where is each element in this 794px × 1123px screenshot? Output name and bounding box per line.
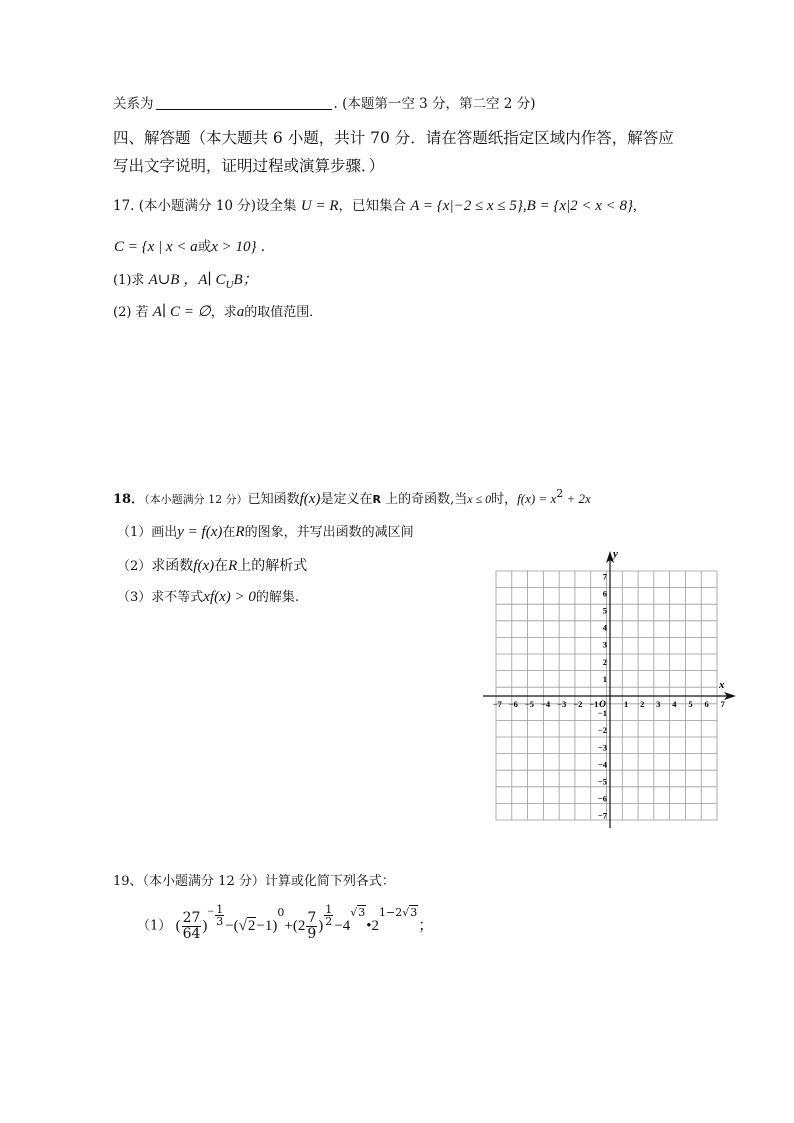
x-tick-label: 6 — [704, 699, 709, 709]
q19-exp-head: 1−2 — [379, 906, 403, 919]
x-tick-label: −4 — [541, 699, 551, 709]
q19-end: ； — [418, 918, 434, 935]
y-tick-label: −1 — [597, 708, 607, 719]
q19-plus: + — [284, 918, 293, 935]
q18-formula-left: f(x) = x — [517, 491, 557, 506]
x-tick-label: 3 — [656, 699, 661, 709]
q18-condition: x ≤ 0 — [467, 492, 492, 506]
answer-suffix: . (本题第一空 3 分，第二空 2 分) — [333, 96, 536, 112]
y-tick-label: 5 — [602, 605, 607, 616]
q17-set-c-left: C = {x | x < a — [114, 239, 198, 255]
q18-part1-mid: 在 — [222, 525, 236, 540]
q17-part2-label: (2) 若 — [113, 305, 149, 320]
x-tick-label: −7 — [492, 699, 502, 709]
q17-intro: 17. (本小题满分 10 分)设全集 — [113, 198, 297, 214]
y-tick-label: 3 — [602, 639, 607, 650]
q19-e2-den: 2 — [325, 915, 333, 928]
y-tick-label: −2 — [597, 725, 607, 736]
q17-part1-sub: U — [225, 279, 234, 291]
q17-part2-var: a — [236, 304, 245, 320]
q18-part1-r: R — [235, 524, 245, 540]
q19-minus-one: −1 — [256, 918, 273, 935]
q19-sqrt2: 2 — [247, 918, 256, 935]
x-tick-label: −6 — [508, 699, 518, 709]
q19-fraction-27-64 — [182, 911, 202, 941]
answer-prefix: 关系为 — [113, 96, 154, 112]
y-tick-label: 7 — [602, 571, 607, 582]
q18-r: R — [372, 493, 381, 506]
q19-e1-den: 3 — [216, 915, 224, 928]
q19-minus-2: − — [334, 918, 343, 935]
q19-e1-num: 1 — [216, 903, 224, 916]
q19-f2-den: 9 — [307, 926, 317, 942]
q17-set-c-right: x > 10} — [211, 239, 257, 255]
x-tick-label: −3 — [557, 699, 567, 709]
q19-two: 2 — [371, 918, 379, 935]
q19-four: 4 — [342, 918, 351, 935]
q18-part2-text-c: 上的解析式 — [237, 558, 308, 574]
x-tick-label: −1 — [589, 699, 599, 709]
x-tick-label: −5 — [524, 699, 535, 709]
q17-part1-tail: B； — [233, 272, 258, 288]
x-tick-label: 4 — [672, 699, 677, 709]
q18-part1-label: （1）画出 — [117, 525, 178, 540]
y-tick-label: −7 — [597, 810, 607, 821]
q18-stem-d: 时， — [491, 492, 518, 507]
y-tick-label: −3 — [597, 742, 607, 753]
q17-set-a: A = {x|−2 ≤ x ≤ 5} — [410, 198, 523, 214]
q19-minus: − — [225, 918, 234, 935]
q19-stem: 19、（本小题满分 12 分）计算或化简下列各式： — [113, 874, 395, 889]
q19-dot: • — [366, 918, 372, 935]
q18-part2-label: （2） — [117, 559, 152, 574]
q18-number: 18． — [113, 492, 145, 507]
q17-mid: ，已知集合 — [338, 198, 406, 214]
y-tick-label: 2 — [602, 656, 607, 667]
q19-exponent-neg-third — [215, 904, 224, 927]
q17-part1-expr: A∪B ，A∣ C — [148, 272, 226, 288]
q17-part2-tail: 的取值范围． — [244, 305, 323, 320]
q18-part2-r: R — [228, 558, 238, 574]
q17-part1-label: (1)求 — [113, 273, 145, 288]
x-tick-label: −2 — [573, 699, 583, 709]
q19-part1: （1） ( $\frac{27}{64}$ )− $\frac{1}{3}$ $-(√2-1)^0+(2$ $\frac{7}{9}$ ) $\frac{1}{2}$ $-4^{√3}•2^{1-2√3}$； — [137, 903, 434, 942]
q18-part3-label: （3）求不等式 — [117, 590, 204, 605]
q19-e2-num: 1 — [325, 903, 333, 916]
q18-part2-expr: f(x) — [193, 558, 215, 574]
x-tick-label: 7 — [720, 699, 725, 709]
q17-set-b: ,B = {x|2 < x < 8}, — [522, 198, 637, 214]
q17-part2-expr: A∣ C = ∅ — [152, 304, 211, 320]
q18-score: （本小题满分 12 分） — [144, 493, 248, 506]
q18-stem-a: 已知函数 — [247, 492, 300, 507]
y-tick-label: 1 — [602, 673, 607, 684]
q18-fx: f(x) — [299, 491, 321, 507]
q19-zero-exp: 0 — [277, 906, 285, 919]
q17-set-c-end: . — [260, 239, 266, 255]
y-tick-label: −5 — [597, 776, 607, 787]
section-heading-line2: 写出文字说明，证明过程或演算步骤．） — [113, 157, 385, 175]
q19-fraction-7-9 — [306, 911, 317, 941]
x-axis-label: x — [719, 679, 725, 691]
q19-e1-sign: − — [207, 904, 215, 918]
q18-formula-right: + 2x — [563, 491, 591, 506]
q19-f1-num: 27 — [182, 910, 201, 927]
q18-part1-tail: 的图象，并写出函数的减区间 — [244, 525, 414, 540]
q19-mixed-whole: 2 — [297, 918, 306, 935]
q17-universal-set: U = R — [300, 198, 339, 214]
x-tick-label: 5 — [688, 699, 693, 709]
x-tick-label: 2 — [640, 699, 645, 709]
y-tick-label: 4 — [602, 622, 607, 633]
q19-f1-den: 64 — [182, 926, 201, 942]
y-tick-label: −6 — [597, 793, 607, 804]
x-tick-label: 1 — [623, 699, 629, 709]
q19-exponent-half — [324, 904, 333, 927]
q18-stem-b: 是定义在 — [320, 492, 373, 507]
y-axis-label: y — [613, 548, 618, 560]
q18-formula-exp: 2 — [556, 487, 564, 500]
q19-f2-num: 7 — [307, 910, 317, 927]
q18-part1-expr: y = f(x) — [177, 524, 223, 540]
y-tick-label: 6 — [602, 588, 607, 599]
section-heading-line1: 四、解答题（本大题共 6 小题，共计 70 分．请在答题纸指定区域内作答，解答应 — [113, 129, 674, 147]
q17-part2-mid: ，求 — [210, 305, 237, 320]
origin-label: O — [599, 700, 606, 710]
q19-sqrt3: 3 — [358, 906, 366, 919]
q18-part3-tail: 的解集. — [255, 590, 300, 605]
q18-part3-expr: xf(x) > 0 — [203, 589, 256, 605]
y-tick-label: −4 — [597, 759, 607, 770]
q19-exp-root: 3 — [410, 906, 418, 919]
q18-part2-text-b: 在 — [214, 558, 229, 574]
q17-set-c-or: 或 — [197, 239, 212, 255]
q18-stem-c: 上的奇函数,当 — [380, 492, 468, 507]
q19-part1-label: （1） — [137, 918, 172, 934]
q18-part2-text-a: 求函数 — [151, 558, 194, 574]
